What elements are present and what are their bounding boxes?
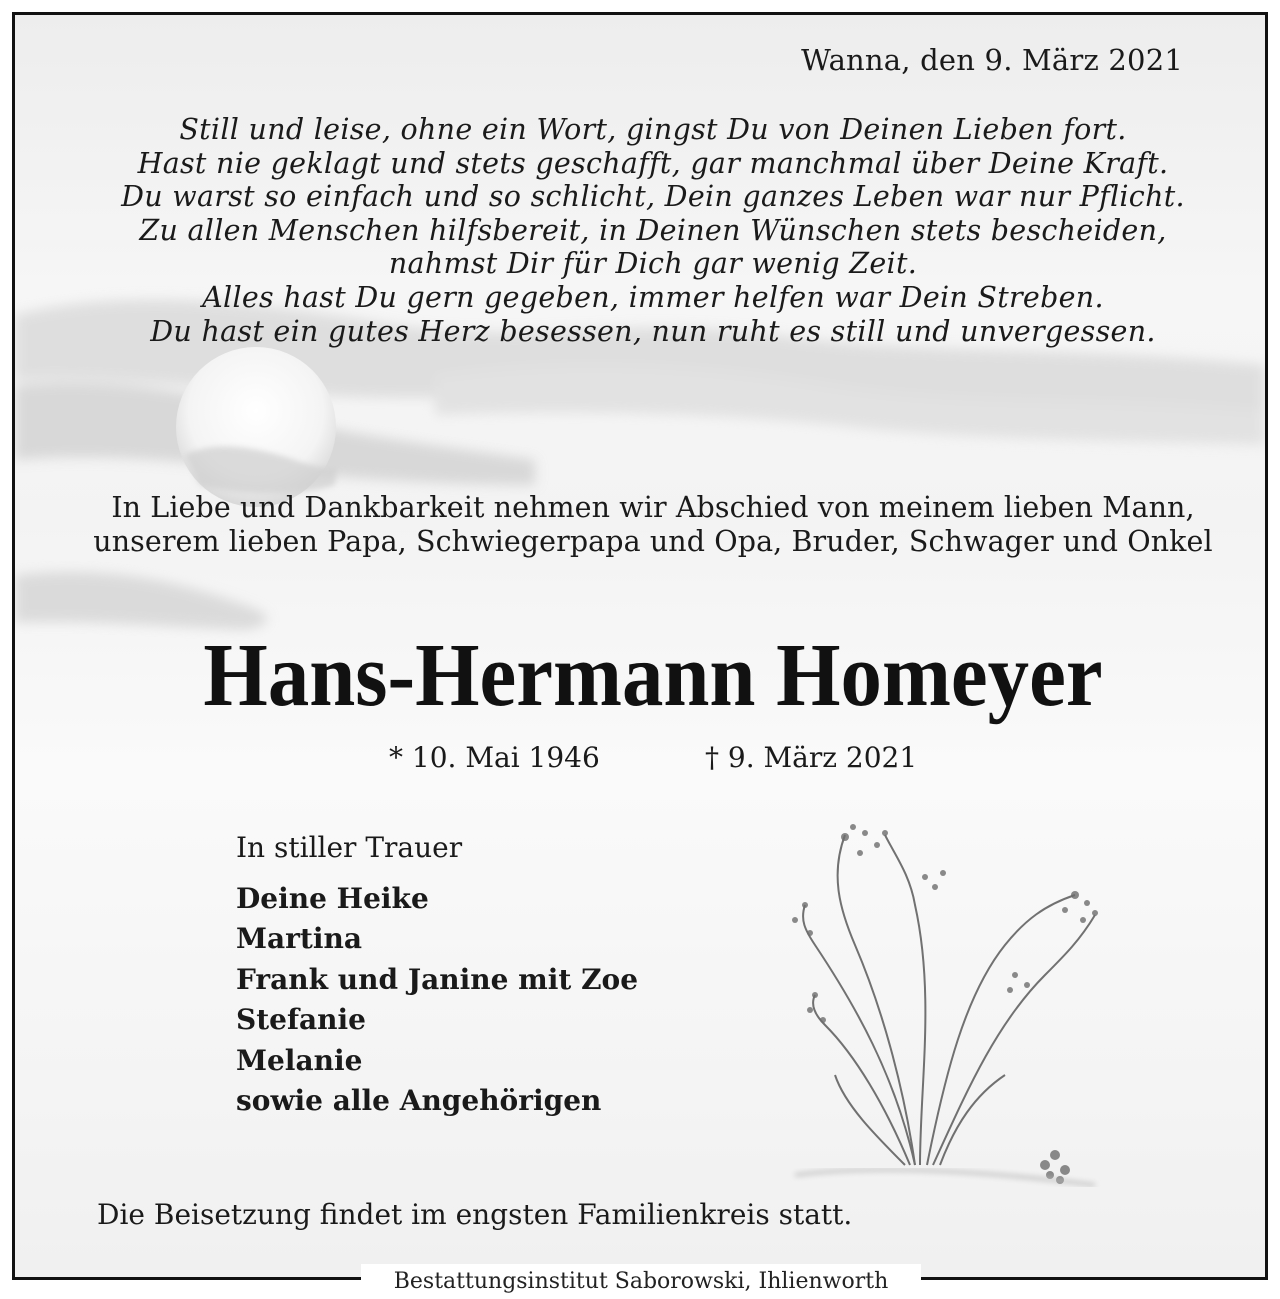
mourners-list (236, 879, 638, 1121)
funeral-note: Die Beisetzung findet im engsten Familienkreis statt. (97, 1198, 853, 1231)
poem-line: nahmst Dir für Dich gar wenig Zeit. (388, 247, 918, 281)
farewell-line: In Liebe und Dankbarkeit nehmen wir Abschied von meinem lieben Mann, (111, 491, 1195, 524)
mourner: Frank und Janine mit Zoe (236, 962, 639, 996)
birth-date: * 10. Mai 1946 (389, 741, 600, 774)
obituary-notice (12, 12, 1268, 1280)
poem-line: Alles hast Du gern gegeben, immer helfen war Dein Streben. (202, 280, 1104, 314)
farewell-text (15, 491, 1268, 559)
poem-line: Du hast ein gutes Herz besessen, nun ruht es still und unvergessen. (150, 314, 1156, 348)
undertaker-credit: Bestattungsinstitut Saborowski, Ihlienworth (361, 1264, 921, 1299)
full-moon-icon (176, 347, 337, 507)
mourner: Martina (236, 922, 362, 956)
mourner: Stefanie (236, 1003, 366, 1037)
death-date: † 9. März 2021 (705, 741, 918, 774)
place-and-date: Wanna, den 9. März 2021 (801, 43, 1183, 77)
mourner: Deine Heike (236, 882, 429, 915)
poem-line: Du warst so einfach und so schlicht, Dein ganzes Leben war nur Pflicht. (121, 180, 1185, 214)
farewell-line: unserem lieben Papa, Schwiegerpapa und Opa, Bruder, Schwager und Onkel (93, 525, 1213, 558)
poem-line: Hast nie geklagt und stets geschafft, gar manchmal über Deine Kraft. (137, 146, 1169, 180)
deceased-name: Hans-Hermann Homeyer (203, 626, 1103, 725)
poem-line: Still und leise, ohne ein Wort, gingst Du von Deinen Lieben fort. (179, 113, 1127, 146)
mourning-intro: In stiller Trauer (236, 831, 463, 864)
mourner: Melanie (236, 1043, 363, 1077)
grass-plant-icon (803, 835, 1095, 1165)
poem-line: Zu allen Menschen hilfsbereit, in Deinen Wünschen stets bescheiden, (139, 213, 1167, 247)
memorial-poem (15, 113, 1268, 348)
mourner: sowie alle Angehörigen (236, 1084, 602, 1118)
